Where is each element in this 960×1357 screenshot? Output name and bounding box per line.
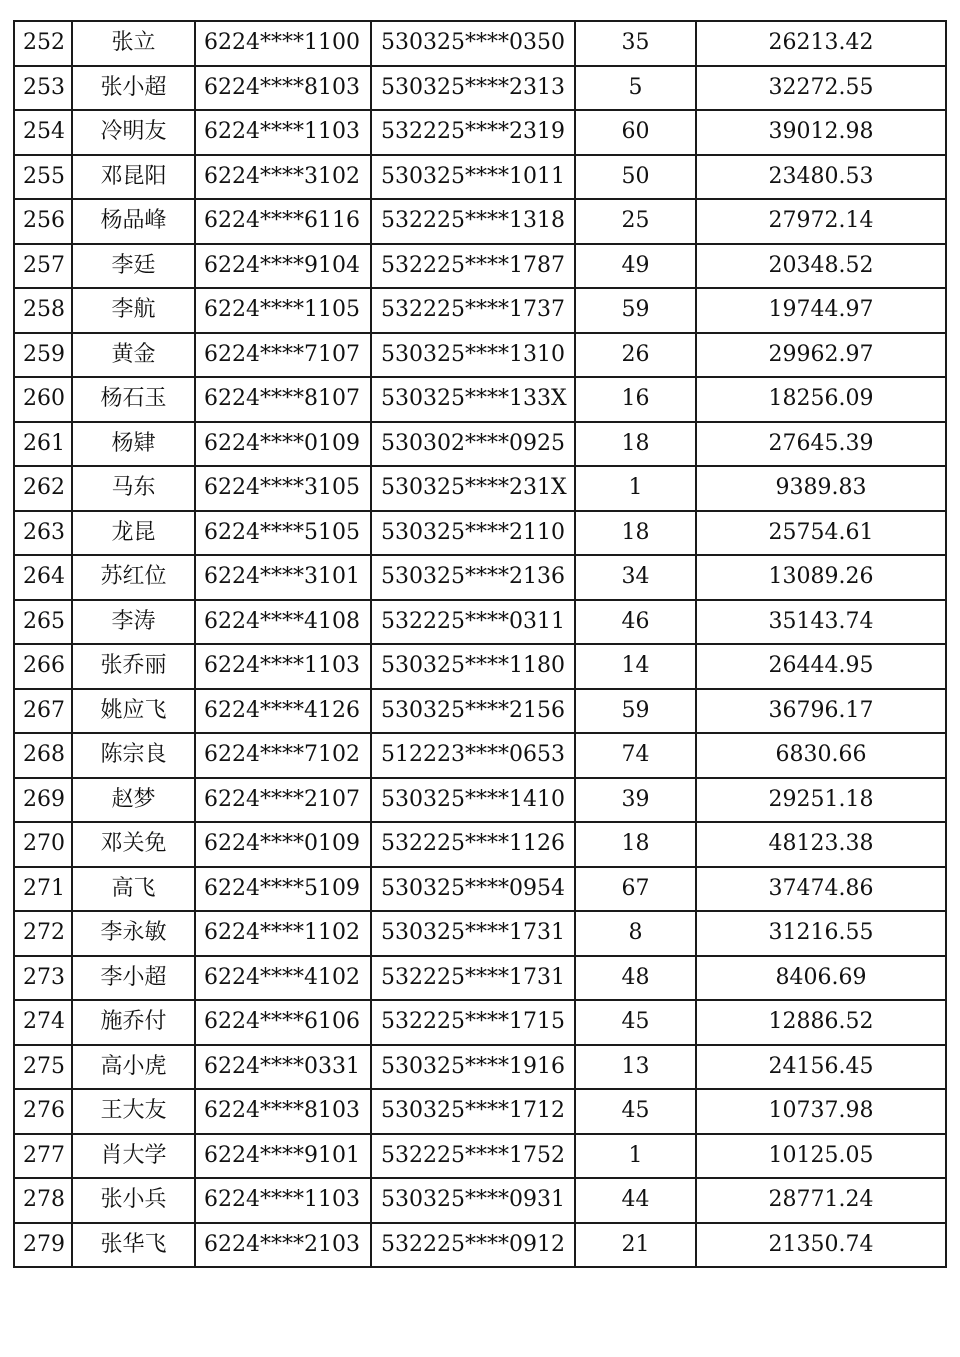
row-number-cell: 277 — [14, 1134, 72, 1179]
count-cell: 18 — [575, 511, 696, 556]
table-row — [14, 466, 946, 511]
card-number-cell: 6224****3101 — [195, 555, 371, 600]
name-cell: 龙昆 — [72, 511, 195, 556]
count-cell: 60 — [575, 110, 696, 155]
id-number-cell: 512223****0653 — [371, 733, 575, 778]
count-cell: 50 — [575, 155, 696, 200]
table-row — [14, 244, 946, 289]
count-cell: 18 — [575, 822, 696, 867]
row-number-cell: 269 — [14, 778, 72, 823]
row-number-cell: 267 — [14, 689, 72, 734]
name-cell: 李小超 — [72, 956, 195, 1001]
amount-cell: 24156.45 — [696, 1045, 946, 1090]
amount-cell: 27645.39 — [696, 422, 946, 467]
card-number-cell: 6224****1105 — [195, 288, 371, 333]
row-number-cell: 252 — [14, 21, 72, 66]
amount-cell: 9389.83 — [696, 466, 946, 511]
count-cell: 18 — [575, 422, 696, 467]
row-number-cell: 265 — [14, 600, 72, 645]
count-cell: 34 — [575, 555, 696, 600]
row-number-cell: 275 — [14, 1045, 72, 1090]
amount-cell: 27972.14 — [696, 199, 946, 244]
table-row — [14, 288, 946, 333]
table-row — [14, 644, 946, 689]
amount-cell: 25754.61 — [696, 511, 946, 556]
amount-cell: 26444.95 — [696, 644, 946, 689]
table-row — [14, 377, 946, 422]
id-number-cell: 532225****2319 — [371, 110, 575, 155]
row-number-cell: 262 — [14, 466, 72, 511]
count-cell: 26 — [575, 333, 696, 378]
card-number-cell: 6224****8103 — [195, 66, 371, 111]
name-cell: 杨石玉 — [72, 377, 195, 422]
card-number-cell: 6224****1103 — [195, 1178, 371, 1223]
amount-cell: 29962.97 — [696, 333, 946, 378]
name-cell: 马东 — [72, 466, 195, 511]
card-number-cell: 6224****4108 — [195, 600, 371, 645]
name-cell: 李航 — [72, 288, 195, 333]
card-number-cell: 6224****7107 — [195, 333, 371, 378]
count-cell: 45 — [575, 1000, 696, 1045]
table-row — [14, 511, 946, 556]
name-cell: 李永敏 — [72, 911, 195, 956]
id-number-cell: 532225****1318 — [371, 199, 575, 244]
name-cell: 苏红位 — [72, 555, 195, 600]
name-cell: 冷明友 — [72, 110, 195, 155]
table-row — [14, 956, 946, 1001]
id-number-cell: 530325****1310 — [371, 333, 575, 378]
id-number-cell: 532225****1737 — [371, 288, 575, 333]
row-number-cell: 270 — [14, 822, 72, 867]
row-number-cell: 259 — [14, 333, 72, 378]
name-cell: 李涛 — [72, 600, 195, 645]
count-cell: 74 — [575, 733, 696, 778]
name-cell: 张乔丽 — [72, 644, 195, 689]
id-number-cell: 530325****1011 — [371, 155, 575, 200]
id-number-cell: 530325****0954 — [371, 867, 575, 912]
count-cell: 5 — [575, 66, 696, 111]
table-row — [14, 1045, 946, 1090]
row-number-cell: 257 — [14, 244, 72, 289]
count-cell: 44 — [575, 1178, 696, 1223]
card-number-cell: 6224****4126 — [195, 689, 371, 734]
row-number-cell: 272 — [14, 911, 72, 956]
name-cell: 邓昆阳 — [72, 155, 195, 200]
card-number-cell: 6224****1103 — [195, 644, 371, 689]
amount-cell: 19744.97 — [696, 288, 946, 333]
card-number-cell: 6224****1102 — [195, 911, 371, 956]
amount-cell: 23480.53 — [696, 155, 946, 200]
amount-cell: 13089.26 — [696, 555, 946, 600]
count-cell: 25 — [575, 199, 696, 244]
amount-cell: 29251.18 — [696, 778, 946, 823]
name-cell: 高小虎 — [72, 1045, 195, 1090]
name-cell: 高飞 — [72, 867, 195, 912]
table-row — [14, 199, 946, 244]
count-cell: 49 — [575, 244, 696, 289]
table-row — [14, 1000, 946, 1045]
count-cell: 59 — [575, 288, 696, 333]
id-number-cell: 530302****0925 — [371, 422, 575, 467]
table-row — [14, 911, 946, 956]
card-number-cell: 6224****1103 — [195, 110, 371, 155]
id-number-cell: 530325****2313 — [371, 66, 575, 111]
row-number-cell: 260 — [14, 377, 72, 422]
id-number-cell: 530325****0931 — [371, 1178, 575, 1223]
row-number-cell: 261 — [14, 422, 72, 467]
id-number-cell: 530325****2110 — [371, 511, 575, 556]
table-row — [14, 555, 946, 600]
id-number-cell: 530325****231X — [371, 466, 575, 511]
count-cell: 39 — [575, 778, 696, 823]
row-number-cell: 268 — [14, 733, 72, 778]
name-cell: 王大友 — [72, 1089, 195, 1134]
table-row — [14, 422, 946, 467]
name-cell: 赵梦 — [72, 778, 195, 823]
amount-cell: 48123.38 — [696, 822, 946, 867]
card-number-cell: 6224****2107 — [195, 778, 371, 823]
count-cell: 21 — [575, 1223, 696, 1268]
count-cell: 48 — [575, 956, 696, 1001]
id-number-cell: 532225****1731 — [371, 956, 575, 1001]
table-row — [14, 66, 946, 111]
count-cell: 13 — [575, 1045, 696, 1090]
name-cell: 张小超 — [72, 66, 195, 111]
amount-cell: 12886.52 — [696, 1000, 946, 1045]
row-number-cell: 264 — [14, 555, 72, 600]
row-number-cell: 273 — [14, 956, 72, 1001]
card-number-cell: 6224****5105 — [195, 511, 371, 556]
table-row — [14, 600, 946, 645]
card-number-cell: 6224****1100 — [195, 21, 371, 66]
amount-cell: 35143.74 — [696, 600, 946, 645]
row-number-cell: 254 — [14, 110, 72, 155]
table-row — [14, 778, 946, 823]
card-number-cell: 6224****0109 — [195, 422, 371, 467]
table-row — [14, 867, 946, 912]
card-number-cell: 6224****7102 — [195, 733, 371, 778]
table-row — [14, 110, 946, 155]
row-number-cell: 253 — [14, 66, 72, 111]
row-number-cell: 263 — [14, 511, 72, 556]
name-cell: 姚应飞 — [72, 689, 195, 734]
card-number-cell: 6224****2103 — [195, 1223, 371, 1268]
name-cell: 陈宗良 — [72, 733, 195, 778]
name-cell: 肖大学 — [72, 1134, 195, 1179]
name-cell: 杨肄 — [72, 422, 195, 467]
name-cell: 杨品峰 — [72, 199, 195, 244]
row-number-cell: 274 — [14, 1000, 72, 1045]
card-number-cell: 6224****9101 — [195, 1134, 371, 1179]
name-cell: 邓关免 — [72, 822, 195, 867]
count-cell: 35 — [575, 21, 696, 66]
table-row — [14, 155, 946, 200]
row-number-cell: 279 — [14, 1223, 72, 1268]
id-number-cell: 532225****0912 — [371, 1223, 575, 1268]
row-number-cell: 255 — [14, 155, 72, 200]
name-cell: 黄金 — [72, 333, 195, 378]
row-number-cell: 271 — [14, 867, 72, 912]
card-number-cell: 6224****8103 — [195, 1089, 371, 1134]
card-number-cell: 6224****5109 — [195, 867, 371, 912]
id-number-cell: 530325****1712 — [371, 1089, 575, 1134]
id-number-cell: 530325****133X — [371, 377, 575, 422]
id-number-cell: 530325****0350 — [371, 21, 575, 66]
count-cell: 59 — [575, 689, 696, 734]
id-number-cell: 530325****1180 — [371, 644, 575, 689]
amount-cell: 26213.42 — [696, 21, 946, 66]
table-row — [14, 1089, 946, 1134]
row-number-cell: 276 — [14, 1089, 72, 1134]
name-cell: 李廷 — [72, 244, 195, 289]
amount-cell: 10125.05 — [696, 1134, 946, 1179]
amount-cell: 8406.69 — [696, 956, 946, 1001]
count-cell: 16 — [575, 377, 696, 422]
card-number-cell: 6224****4102 — [195, 956, 371, 1001]
name-cell: 张立 — [72, 21, 195, 66]
id-number-cell: 532225****1787 — [371, 244, 575, 289]
count-cell: 67 — [575, 867, 696, 912]
card-number-cell: 6224****0331 — [195, 1045, 371, 1090]
amount-cell: 28771.24 — [696, 1178, 946, 1223]
card-number-cell: 6224****9104 — [195, 244, 371, 289]
id-number-cell: 532225****1715 — [371, 1000, 575, 1045]
table-row — [14, 333, 946, 378]
table-row — [14, 21, 946, 66]
amount-cell: 18256.09 — [696, 377, 946, 422]
amount-cell: 6830.66 — [696, 733, 946, 778]
row-number-cell: 278 — [14, 1178, 72, 1223]
count-cell: 1 — [575, 1134, 696, 1179]
table-row — [14, 822, 946, 867]
id-number-cell: 530325****1731 — [371, 911, 575, 956]
id-number-cell: 532225****0311 — [371, 600, 575, 645]
card-number-cell: 6224****3105 — [195, 466, 371, 511]
amount-cell: 21350.74 — [696, 1223, 946, 1268]
card-number-cell: 6224****0109 — [195, 822, 371, 867]
table-row — [14, 1134, 946, 1179]
card-number-cell: 6224****8107 — [195, 377, 371, 422]
id-number-cell: 530325****1916 — [371, 1045, 575, 1090]
id-number-cell: 532225****1126 — [371, 822, 575, 867]
count-cell: 45 — [575, 1089, 696, 1134]
name-cell: 张华飞 — [72, 1223, 195, 1268]
row-number-cell: 258 — [14, 288, 72, 333]
card-number-cell: 6224****6116 — [195, 199, 371, 244]
table-row — [14, 1178, 946, 1223]
table-row — [14, 1223, 946, 1268]
count-cell: 14 — [575, 644, 696, 689]
amount-cell: 32272.55 — [696, 66, 946, 111]
card-number-cell: 6224****6106 — [195, 1000, 371, 1045]
row-number-cell: 256 — [14, 199, 72, 244]
name-cell: 施乔付 — [72, 1000, 195, 1045]
data-table — [13, 20, 947, 1268]
table-row — [14, 689, 946, 734]
amount-cell: 39012.98 — [696, 110, 946, 155]
id-number-cell: 530325****2156 — [371, 689, 575, 734]
count-cell: 8 — [575, 911, 696, 956]
count-cell: 46 — [575, 600, 696, 645]
id-number-cell: 532225****1752 — [371, 1134, 575, 1179]
count-cell: 1 — [575, 466, 696, 511]
table-body — [14, 21, 946, 1267]
amount-cell: 37474.86 — [696, 867, 946, 912]
amount-cell: 10737.98 — [696, 1089, 946, 1134]
id-number-cell: 530325****1410 — [371, 778, 575, 823]
amount-cell: 31216.55 — [696, 911, 946, 956]
id-number-cell: 530325****2136 — [371, 555, 575, 600]
amount-cell: 20348.52 — [696, 244, 946, 289]
card-number-cell: 6224****3102 — [195, 155, 371, 200]
table-row — [14, 733, 946, 778]
name-cell: 张小兵 — [72, 1178, 195, 1223]
row-number-cell: 266 — [14, 644, 72, 689]
amount-cell: 36796.17 — [696, 689, 946, 734]
